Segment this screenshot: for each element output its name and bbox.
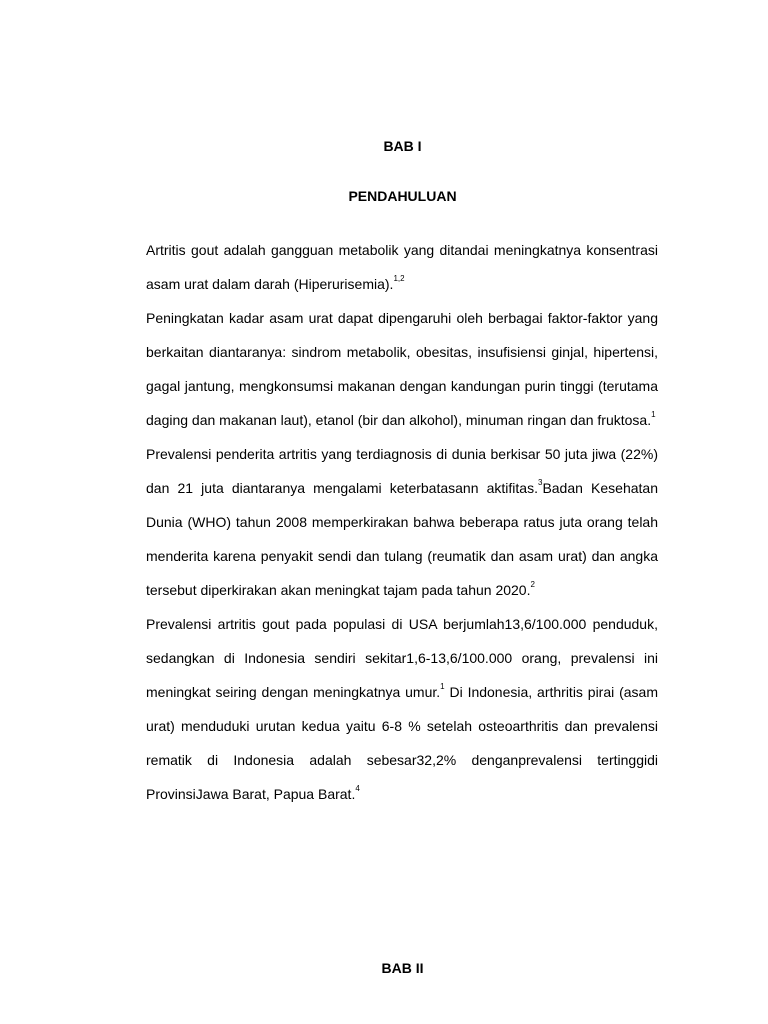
reference-superscript: 3: [537, 478, 543, 488]
reference-superscript: 4: [355, 784, 360, 794]
paragraph-text: Peningkatan kadar asam urat dapat dipengaruhi oleh berbagai faktor-faktor yang berkaitan diantaranya: sindrom metabolik, obesitas, insufisiensi ginjal, hipertensi, gagal jantung, mengkonsumsi makanan dengan kandungan purin tinggi (terutama daging dan makanan laut), etanol (bir dan alkohol), minuman ringan dan fruktosa.: [146, 310, 658, 428]
body-text: [146, 233, 658, 811]
paragraph-4: [146, 607, 658, 811]
paragraph-text: Di Indonesia, arthritis pirai (asam urat) menduduki urutan kedua yaitu 6-8 % setelah osteoarthritis dan prevalensi rematik di Indonesia adalah sebesar32,2% denganprevalensi tertinggidi ProvinsiJawa Barat, Papua Barat.: [146, 684, 658, 802]
chapter-subtitle: PENDAHULUAN: [348, 188, 457, 204]
chapter-2-title: BAB II: [381, 960, 424, 976]
paragraph-3: [146, 437, 658, 607]
reference-superscript: 1: [651, 410, 656, 420]
reference-superscript: 1,2: [393, 274, 405, 284]
chapter-title: BAB I: [383, 138, 422, 154]
paragraph-2: [146, 301, 658, 437]
paragraph-text: Prevalensi artritis gout pada populasi di USA berjumlah13,6/100.000 penduduk, sedangkan di Indonesia sendiri sekitar1,6-13,6/100.000 orang, prevalensi ini meningkat seiring dengan meningkatnya umur.: [146, 616, 658, 700]
paragraph-text: Badan Kesehatan Dunia (WHO) tahun 2008 memperkirakan bahwa beberapa ratus juta orang telah menderita karena penyakit sendi dan tulang (reumatik dan asam urat) dan angka tersebut diperkirakan akan meningkat tajam pada tahun 2020.: [146, 480, 658, 598]
reference-superscript: 2: [530, 580, 535, 590]
paragraph-text: Artritis gout adalah gangguan metabolik yang ditandai meningkatnya konsentrasi asam urat dalam darah (Hiperurisemia).: [146, 242, 658, 292]
paragraph-text: Prevalensi penderita artritis yang terdiagnosis di dunia berkisar 50 juta jiwa (22%) dan 21 juta diantaranya mengalami keterbatasann aktifitas.: [146, 446, 658, 496]
reference-superscript: 1: [440, 682, 445, 692]
paragraph-1: [146, 233, 658, 301]
